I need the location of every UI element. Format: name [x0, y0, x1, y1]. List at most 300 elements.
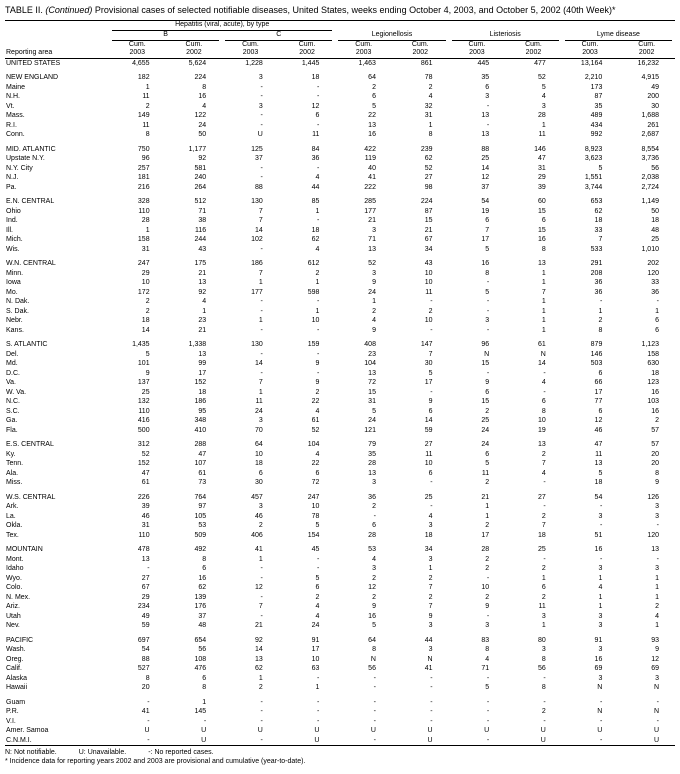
col-header-hep-c-cum-2003: Cum. 2003	[222, 41, 279, 59]
value-cell: 7	[541, 522, 546, 529]
value-cell: 2	[428, 593, 433, 601]
value-cell: 1	[202, 698, 207, 706]
value-cell: 110	[138, 407, 150, 415]
value-cell: -	[600, 698, 603, 706]
value-cell: -	[656, 555, 659, 563]
value-cell: 15	[537, 207, 546, 215]
value-cell: 147	[420, 341, 433, 348]
value-cell: 406	[251, 531, 263, 539]
value-cell: 91	[311, 636, 320, 644]
value-cell: 64	[254, 441, 263, 448]
value-cell: 1	[315, 207, 320, 215]
value-cell: 62	[254, 665, 263, 672]
value-cell: 54	[594, 493, 603, 501]
value-cell: 4	[541, 93, 546, 100]
value-cell: 71	[198, 207, 207, 215]
value-cell: 62	[311, 236, 320, 243]
value-cell: -	[317, 326, 320, 334]
value-cell: 17	[481, 531, 490, 539]
table-row	[5, 612, 675, 622]
value-cell: 35	[594, 102, 603, 110]
value-cell: 70	[254, 426, 263, 434]
value-cell: 348	[194, 417, 207, 424]
value-cell: 1	[315, 684, 320, 691]
reporting-area-cell: Pa.	[6, 183, 17, 191]
reporting-area-cell: Mich.	[6, 236, 23, 243]
value-cell: U	[257, 727, 263, 734]
value-cell: 3	[258, 503, 263, 510]
value-cell: 12	[651, 655, 659, 663]
value-cell: 46	[141, 512, 150, 520]
value-cell: 34	[424, 245, 433, 253]
value-cell: -	[260, 565, 263, 572]
value-cell: 416	[137, 417, 150, 424]
value-cell: 4	[315, 612, 320, 620]
value-cell: 2	[485, 565, 490, 572]
lyme-disease-label: Lyme disease	[565, 31, 672, 41]
value-cell: 476	[194, 665, 207, 672]
value-cell: -	[656, 298, 659, 305]
value-cell: -	[260, 369, 263, 377]
value-cell: 7	[258, 207, 263, 215]
value-cell: 697	[137, 636, 150, 644]
col-header-listeriosis-cum-2002: Cum. 2002	[505, 41, 562, 59]
value-cell: U	[427, 736, 433, 744]
value-cell: 29	[141, 593, 150, 601]
value-cell: 13	[368, 469, 376, 477]
value-cell: 33	[594, 226, 603, 234]
value-cell: 2	[485, 522, 490, 529]
value-cell: 16	[481, 260, 490, 267]
footnote-legend	[5, 748, 675, 757]
table-row	[5, 297, 675, 307]
reporting-area-cell: Wis.	[6, 245, 20, 253]
col-header-listeriosis-cum-2003: Cum. 2003	[449, 41, 506, 59]
value-cell: 3	[485, 93, 490, 100]
value-cell: 7	[428, 584, 433, 591]
value-cell: 87	[424, 207, 433, 215]
value-cell: 84	[311, 145, 320, 153]
value-cell: 4	[315, 603, 320, 610]
value-cell: 2	[315, 593, 320, 601]
table-row	[5, 502, 675, 512]
value-cell: 6	[485, 388, 490, 396]
value-cell: 30	[424, 360, 433, 367]
value-cell: 861	[420, 59, 433, 67]
value-cell: 175	[194, 260, 207, 267]
value-cell: 13	[537, 260, 546, 267]
value-cell: 31	[368, 398, 376, 405]
value-cell: -	[600, 555, 603, 563]
value-cell: 2	[485, 593, 490, 601]
value-cell: 1	[655, 593, 659, 601]
value-cell: 2	[485, 407, 490, 415]
table-row	[5, 459, 675, 469]
footnote-unavailable: U: Unavailable.	[78, 749, 127, 756]
value-cell: 1	[541, 307, 546, 315]
value-cell: 8,923	[584, 145, 603, 153]
reporting-area-cell: N.H.	[6, 93, 20, 100]
value-cell: -	[543, 698, 546, 706]
value-cell: 8	[655, 469, 659, 477]
value-cell: 37	[481, 183, 490, 191]
value-cell: 503	[590, 360, 603, 367]
reporting-area-cell: N.J.	[6, 174, 19, 181]
value-cell: 36	[594, 279, 603, 286]
table-row	[5, 216, 675, 226]
table-row	[5, 636, 675, 646]
table-row	[5, 378, 675, 388]
value-cell: 1	[541, 574, 546, 582]
value-cell: -	[317, 369, 320, 377]
value-cell: -	[373, 512, 376, 520]
value-cell: 261	[647, 121, 659, 129]
reporting-area-cell: NEW ENGLAND	[6, 74, 59, 81]
value-cell: 2	[428, 307, 433, 315]
value-cell: 653	[590, 198, 603, 205]
reporting-area-cell: Amer. Samoa	[6, 727, 49, 734]
reporting-area-cell: Upstate N.Y.	[6, 155, 45, 162]
value-cell: 25	[651, 236, 659, 243]
value-cell: 36	[368, 493, 376, 501]
value-cell: 121	[364, 426, 376, 434]
table-row	[5, 316, 675, 326]
table-row	[5, 645, 675, 655]
value-cell: 3	[655, 565, 659, 572]
listeriosis-label: Listeriosis	[452, 31, 559, 41]
value-cell: -	[203, 717, 207, 725]
value-cell: 52	[424, 164, 433, 172]
value-cell: 130	[251, 341, 263, 348]
value-cell: -	[317, 708, 320, 715]
value-cell: 2	[655, 603, 659, 610]
table-row	[5, 583, 675, 593]
value-cell: 52	[311, 426, 320, 434]
col-header-lyme-cum-2003: Cum. 2003	[562, 41, 619, 59]
value-cell: -	[260, 164, 263, 172]
table-row	[5, 173, 675, 183]
value-cell: 108	[194, 655, 207, 663]
value-cell: 8	[202, 83, 207, 91]
value-cell: 104	[307, 441, 320, 448]
value-cell: 152	[194, 379, 207, 386]
value-cell: 9	[315, 360, 320, 367]
value-cell: 3	[655, 503, 659, 510]
value-cell: 533	[590, 245, 603, 253]
value-cell: 5	[372, 102, 376, 110]
value-cell: 2	[428, 574, 433, 582]
value-cell: -	[373, 698, 376, 706]
value-cell: 3	[428, 555, 433, 563]
reporting-area-label: Reporting area	[6, 48, 53, 56]
value-cell: 104	[364, 360, 376, 367]
value-cell: 3	[258, 74, 263, 81]
value-cell: 3	[258, 102, 263, 110]
value-cell: 1,177	[188, 145, 207, 153]
value-cell: 5,624	[188, 59, 207, 67]
value-cell: 30	[254, 479, 263, 486]
value-cell: 49	[651, 83, 659, 91]
value-cell: -	[486, 279, 490, 286]
value-cell: 6	[372, 522, 376, 529]
value-cell: 2,210	[584, 74, 603, 81]
reporting-area-cell: MID. ATLANTIC	[6, 145, 56, 153]
reporting-area-cell: W. Va.	[6, 388, 27, 396]
value-cell: 14	[254, 646, 263, 653]
value-cell: 15	[424, 217, 433, 224]
value-cell: -	[260, 350, 263, 358]
value-cell: 13	[594, 460, 603, 467]
value-cell: 17	[198, 369, 207, 377]
value-cell: 110	[138, 531, 150, 539]
value-cell: 16	[198, 93, 207, 100]
value-cell: 2	[372, 593, 376, 601]
reporting-area-header	[5, 20, 109, 58]
value-cell: 2	[372, 574, 376, 582]
reporting-area-cell: Idaho	[6, 565, 24, 572]
value-cell: 2	[258, 522, 263, 529]
value-cell: 21	[481, 493, 490, 501]
value-cell: 13	[368, 369, 376, 377]
reporting-area-cell: Kans.	[6, 326, 24, 334]
value-cell: -	[317, 565, 320, 572]
value-cell: 35	[368, 450, 376, 458]
value-cell: 2	[598, 317, 603, 324]
value-cell: 512	[194, 198, 207, 205]
value-cell: 110	[138, 207, 150, 215]
lyme-disease-header	[562, 20, 675, 41]
value-cell: 992	[590, 131, 603, 138]
value-cell: 1	[598, 307, 603, 315]
value-cell: 9	[372, 279, 376, 286]
value-cell: U	[201, 736, 207, 744]
value-cell: 80	[537, 636, 546, 644]
value-cell: 3,744	[584, 183, 603, 191]
value-cell: 7	[541, 460, 546, 467]
table-row	[5, 226, 675, 236]
value-cell: 1	[598, 603, 603, 610]
value-cell: 16	[651, 407, 659, 415]
value-cell: 59	[424, 426, 433, 434]
value-cell: 257	[137, 164, 150, 172]
value-cell: 186	[194, 398, 207, 405]
value-cell: 87	[594, 93, 603, 100]
value-cell: 764	[194, 493, 207, 501]
value-cell: 85	[311, 198, 320, 205]
table-row	[5, 698, 675, 708]
value-cell: 2	[145, 298, 150, 305]
reporting-area-cell: Oreg.	[6, 655, 24, 663]
value-cell: 3	[428, 522, 433, 529]
value-cell: 10	[481, 584, 490, 591]
value-cell: 226	[137, 493, 150, 501]
value-cell: 16	[368, 612, 376, 620]
value-cell: 95	[198, 407, 207, 415]
value-cell: 78	[311, 512, 320, 520]
value-cell: 120	[647, 531, 659, 539]
value-cell: 18	[651, 369, 659, 377]
reporting-area-cell: E.N. CENTRAL	[6, 198, 55, 205]
value-cell: 5	[315, 574, 320, 582]
table-body	[5, 58, 675, 746]
value-cell: 509	[194, 531, 207, 539]
table-row	[5, 469, 675, 479]
value-cell: 6	[485, 217, 490, 224]
value-cell: 146	[534, 145, 546, 153]
value-cell: U	[540, 736, 546, 744]
value-cell: 3	[598, 612, 603, 620]
value-cell: 46	[254, 512, 263, 520]
value-cell: -	[260, 698, 263, 706]
value-cell: -	[373, 736, 376, 744]
value-cell: 53	[198, 522, 207, 529]
value-cell: -	[486, 326, 490, 334]
value-cell: 24	[481, 426, 490, 434]
value-cell: 145	[194, 708, 207, 715]
value-cell: -	[317, 298, 320, 305]
value-cell: 43	[424, 260, 433, 267]
value-cell: 3	[485, 622, 490, 629]
value-cell: 24	[254, 407, 263, 415]
value-cell: 4	[315, 407, 320, 415]
value-cell: 56	[651, 164, 659, 172]
value-cell: 4	[485, 655, 490, 663]
value-cell: 244	[194, 236, 207, 243]
value-cell: 2	[428, 83, 433, 91]
value-cell: -	[486, 674, 490, 682]
value-cell: 598	[307, 288, 320, 296]
value-cell: 61	[311, 417, 320, 424]
value-cell: 2	[258, 684, 263, 691]
value-cell: 8	[145, 131, 150, 138]
reporting-area-cell: Wyo.	[6, 574, 22, 582]
value-cell: -	[260, 93, 263, 100]
value-cell: 14	[481, 164, 490, 172]
table-row	[5, 102, 675, 112]
value-cell: 4	[428, 512, 433, 520]
value-cell: 6	[655, 317, 659, 324]
value-cell: 1	[428, 565, 433, 572]
table-row	[5, 183, 675, 193]
value-cell: 25	[481, 155, 490, 162]
reporting-area-cell: Fla.	[6, 426, 18, 434]
value-cell: 1	[258, 674, 263, 682]
value-cell: -	[486, 736, 490, 744]
value-cell: 2	[541, 593, 546, 601]
value-cell: 5	[541, 83, 546, 91]
value-cell: 97	[198, 503, 207, 510]
reporting-area-cell: Mass.	[6, 112, 25, 119]
reporting-area-cell: Miss.	[6, 479, 23, 486]
table-row	[5, 326, 675, 336]
header-row-groups	[5, 20, 675, 31]
table-row	[5, 164, 675, 174]
value-cell: 181	[137, 174, 150, 181]
value-cell: -	[260, 736, 263, 744]
value-cell: 3	[598, 622, 603, 629]
value-cell: 71	[368, 236, 376, 243]
table-row	[5, 121, 675, 131]
value-cell: -	[430, 698, 433, 706]
table-row	[5, 288, 675, 298]
value-cell: 10	[311, 655, 320, 663]
value-cell: 9	[485, 603, 490, 610]
value-cell: 47	[594, 441, 603, 448]
value-cell: 5	[485, 288, 490, 296]
value-cell: 36	[651, 288, 659, 296]
value-cell: 16	[368, 131, 376, 138]
value-cell: 1	[541, 269, 546, 277]
value-cell: 1,551	[584, 174, 603, 181]
value-cell: 8	[485, 646, 490, 653]
table-row	[5, 269, 675, 279]
table-row	[5, 259, 675, 269]
value-cell: 50	[651, 207, 659, 215]
value-cell: 1	[315, 307, 320, 315]
value-cell: 3	[655, 512, 659, 520]
value-cell: -	[430, 479, 433, 486]
value-cell: U	[314, 736, 320, 744]
value-cell: 11	[538, 131, 546, 138]
value-cell: 2	[541, 565, 546, 572]
value-cell: 3,623	[584, 155, 603, 162]
value-cell: -	[317, 93, 320, 100]
reporting-area-cell: Ariz.	[6, 603, 20, 610]
value-cell: 47	[141, 469, 150, 477]
value-cell: 15	[537, 226, 546, 234]
value-cell: 6	[485, 83, 490, 91]
reporting-area-cell: N. Mex.	[6, 593, 31, 601]
value-cell: 54	[141, 646, 150, 653]
value-cell: 1	[541, 622, 546, 629]
hepatitis-group-header	[109, 20, 335, 31]
value-cell: 10	[311, 317, 320, 324]
table-row	[5, 235, 675, 245]
value-cell: 12	[311, 102, 320, 110]
value-cell: 3	[372, 479, 376, 486]
value-cell: 61	[537, 341, 546, 348]
value-cell: 139	[194, 593, 207, 601]
value-cell: 172	[137, 288, 150, 296]
reporting-area-cell: Iowa	[6, 279, 21, 286]
value-cell: 8	[541, 407, 546, 415]
value-cell: 612	[307, 260, 320, 267]
notifiable-diseases-table	[5, 20, 675, 747]
value-cell: 20	[651, 450, 659, 458]
value-cell: 4	[202, 298, 207, 305]
value-cell: 16	[651, 388, 659, 396]
value-cell: 29	[537, 174, 546, 181]
value-cell: 63	[311, 665, 320, 672]
value-cell: -	[317, 217, 320, 224]
table-row	[5, 359, 675, 369]
table-row	[5, 564, 675, 574]
value-cell: 6	[315, 469, 320, 477]
value-cell: 88	[481, 145, 490, 153]
value-cell: 17	[481, 236, 490, 243]
value-cell: -	[260, 112, 263, 119]
table-row	[5, 245, 675, 255]
value-cell: 67	[424, 236, 433, 243]
value-cell: -	[317, 674, 320, 682]
value-cell: 12	[254, 584, 263, 591]
value-cell: -	[260, 717, 263, 725]
value-cell: 4	[315, 450, 320, 458]
value-cell: 477	[534, 59, 546, 67]
value-cell: 527	[137, 665, 150, 672]
value-cell: 28	[368, 531, 376, 539]
value-cell: 288	[194, 441, 207, 448]
